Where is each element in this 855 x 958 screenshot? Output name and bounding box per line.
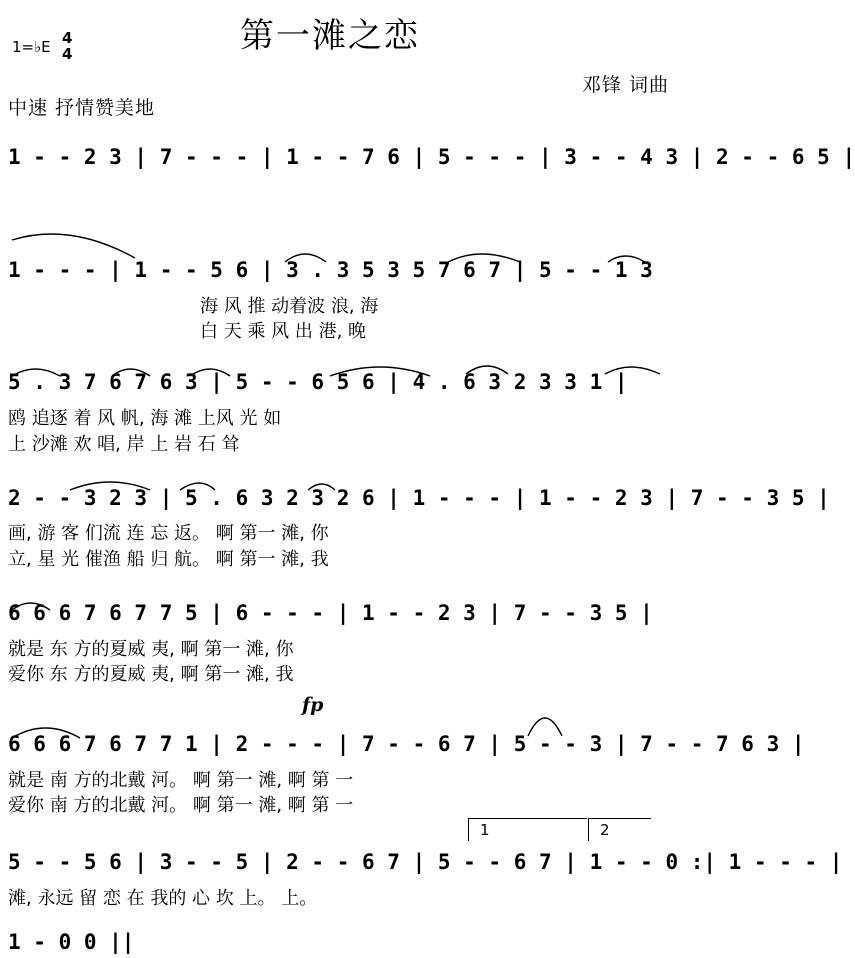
staff-row-6: 6 6 6 7 6 7 7 1 | 2 - - - | 7 - - 6 7 | 5 - - 3 | 7 - - 7 6 3 | <box>8 732 805 756</box>
staff-row-5: 6 6 6 7 6 7 7 5 | 6 - - - | 1 - - 2 3 | 7 - - 3 5 | <box>8 601 653 625</box>
meter-top: 4 <box>62 29 73 47</box>
lyric-row-5-verse-2: 爱你 东 方的夏威 夷, 啊 第一 滩, 我 <box>8 664 294 685</box>
tempo-marking: 中速 抒情赞美地 <box>8 97 156 119</box>
lyric-row-4-verse-1: 画, 游 客 们流 连 忘 返。 啊 第一 滩, 你 <box>8 523 329 544</box>
staff-row-1: 1 - - 2 3 | 7 - - - | 1 - - 7 6 | 5 - - - | 3 - - 4 3 | 2 - - 6 5 | <box>8 145 855 169</box>
lyric-row-5-verse-1: 就是 东 方的夏威 夷, 啊 第一 滩, 你 <box>8 639 294 660</box>
credit: 邓锋 词曲 <box>582 74 670 96</box>
slur <box>330 367 430 376</box>
song-title: 第一滩之恋 <box>240 16 420 56</box>
slur <box>466 366 508 374</box>
volta-number-2: 2 <box>600 821 610 839</box>
slur <box>70 482 150 490</box>
dynamic-fp: fp <box>302 694 324 716</box>
slur <box>180 483 215 490</box>
lyric-row-6-verse-2: 爱你 南 方的北戴 河。 啊 第一 滩, 啊 第 一 <box>8 795 354 816</box>
slur <box>12 728 80 738</box>
staff-row-2: 1 - - - | 1 - - 5 6 | 3 . 3 5 3 5 7 6 7 | 5 - - 1 3 <box>8 258 653 282</box>
lyric-row-7: 滩, 永远 留 恋 在 我的 心 坎 上。 上。 <box>8 888 318 909</box>
staff-row-4: 2 - - 3 2 3 | 5 . 6 3 2 3 2 6 | 1 - - - | 1 - - 2 3 | 7 - - 3 5 | <box>8 486 830 510</box>
lyric-row-4-verse-2: 立, 星 光 催渔 船 归 航。 啊 第一 滩, 我 <box>8 549 329 570</box>
slur <box>190 369 230 376</box>
staff-row-3: 5 . 3 7 6 7 6 3 | 5 - - 6 5 6 | 4 . 6 3 2 3 3 1 | <box>8 370 628 394</box>
volta-number-1: 1 <box>480 821 490 839</box>
lyric-row-2-verse-2: 白 天 乘 风 出 港, 晚 <box>200 321 367 342</box>
slur <box>308 484 335 490</box>
slur <box>528 718 562 736</box>
lyric-row-3-verse-1: 鸥 追逐 着 风 帆, 海 滩 上风 光 如 <box>8 408 282 429</box>
slur <box>608 256 645 262</box>
slur <box>12 234 135 258</box>
slur <box>448 254 520 262</box>
meter-bottom: 4 <box>62 45 73 63</box>
lyric-row-6-verse-1: 就是 南 方的北戴 河。 啊 第一 滩, 啊 第 一 <box>8 770 354 791</box>
slur <box>112 369 150 376</box>
staff-row-8: 1 - 0 0 || <box>8 930 135 954</box>
slur <box>285 254 326 262</box>
lyric-row-3-verse-2: 上 沙滩 欢 唱, 岸 上 岩 石 耸 <box>8 434 240 455</box>
slur <box>12 603 50 610</box>
key-signature: 1=♭E <box>12 38 51 56</box>
lyric-row-2-verse-1: 海 风 推 动着波 浪, 海 <box>200 296 379 317</box>
staff-row-7: 5 - - 5 6 | 3 - - 5 | 2 - - 6 7 | 5 - - 6 7 | 1 - - 0 :| 1 - - - | <box>8 850 843 874</box>
slur <box>605 367 660 374</box>
slur <box>12 369 60 376</box>
